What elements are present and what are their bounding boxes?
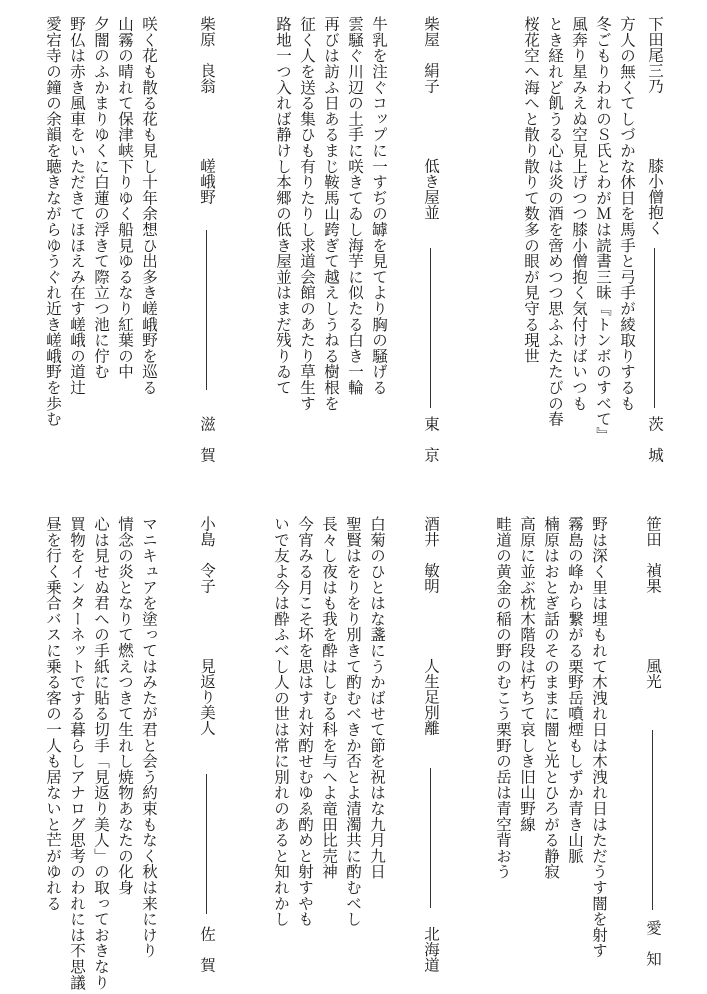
author-name: 下田尾三乃	[646, 16, 664, 94]
prefecture: 東 京	[422, 416, 440, 463]
set-header	[420, 516, 442, 991]
set-header	[420, 16, 442, 491]
tanka-line: 再びは訪ふ日あるまじ鞍馬山跨ぎて越えしうねる樹根を	[322, 16, 340, 411]
tanka-line: 長々し夜はも我を酔はしむる科を与へよ竜田比売神	[320, 516, 338, 880]
tanka-line: 桜花空へ海へと散り散りて数多の眼が見守る現世	[522, 16, 540, 364]
title-dash	[430, 248, 431, 408]
tanka-line: 雲騒ぐ川辺の土手に咲きてゐし海芋に似たる白き一輪	[346, 16, 364, 396]
tanka-line: 咲く花も散る花も見し十年余想ひ出多き嵯峨野を巡る	[140, 16, 158, 396]
tanka-line: 愛宕寺の鐘の余韻を聴きながらゆうぐれ近き嵯峨野を歩む	[44, 16, 62, 427]
set-header	[196, 516, 218, 991]
title-dash	[654, 248, 655, 408]
tanka-line: 牛乳を注ぐコップに一すぢの罅を見てより胸の騒げる	[370, 16, 388, 396]
tanka-line: 路地一つ入れば静けし本郷の低き屋並はまだ残りゐて	[274, 16, 292, 396]
tanka-line: 買物をインターネットでする暮らしアナログ思考のわれには不思議	[68, 516, 86, 990]
author-name: 酒井 敏明	[422, 516, 440, 594]
tanka-line: 楠原はおとぎ話のそのままに闇と光とひろがる静寂	[542, 516, 560, 880]
title-dash	[206, 230, 207, 390]
tanka-line: 聖賢はをりをり別きて酌むべきか否とよ清濁共に酌むべし	[344, 516, 362, 927]
tanka-line: 風奔り星みえぬ空見上げつつ膝小僧抱く気付けばいつも	[570, 16, 588, 411]
set-title: 嵯峨野	[198, 158, 216, 205]
tanka-line: 今宵みる月こそ坏を思はすれ対酌せむゆゑ酌めと射すやも	[296, 516, 314, 927]
tanka-line: 冬ごもりわれのＳ氏とわがＭは読書三昧『トンボのすべて』	[594, 16, 612, 443]
author-name: 柴原 良翁	[198, 16, 216, 94]
prefecture: 北海道	[422, 926, 440, 973]
tanka-set-shibahara	[20, 16, 220, 491]
title-dash	[206, 774, 207, 914]
tanka-line: 昼を行く乗合バスに乗る客の一人も居ないと芒がゆれる	[44, 516, 62, 911]
tanka-line: マニキュアを塗ってはみたが君と会う約束もなく秋は来にけり	[140, 516, 158, 959]
set-header	[196, 16, 218, 491]
tanka-line: 夕闇のふかまりゆくに白蓮の浮きて際立つ池に佇む	[92, 16, 110, 380]
author-name: 笹田 禎果	[644, 516, 662, 594]
tanka-line: 霧島の峰から繋がる栗野岳噴煙もしずか青き山脈	[566, 516, 584, 864]
set-title: 低き屋並	[422, 158, 440, 220]
tanka-set-kojima	[20, 516, 220, 991]
author-name: 小島 令子	[198, 516, 216, 594]
set-title: 人生足別離	[422, 658, 440, 736]
tanka-line: 畦道の黄金の稲の野のむこう栗野の岳は青空背おう	[494, 516, 512, 880]
title-dash	[430, 768, 431, 908]
tanka-line: 野仏は赤き風車をいただきてほほえみ在す嵯峨の道辻	[68, 16, 86, 396]
tanka-line: 方人の無くてしづかな休日を馬手と弓手が綾取りするも	[618, 16, 636, 411]
tanka-line: とき経れど飢うる心は炎の酒を啻めつつ思ふふたたびの春	[546, 16, 564, 427]
tanka-set-shimotao	[522, 16, 680, 491]
tanka-line: 情念の炎となりて燃えつきて生れし焼物あなたの化身	[116, 516, 134, 896]
set-header	[642, 516, 664, 991]
set-title: 膝小僧抱く	[646, 158, 664, 236]
title-dash	[652, 730, 653, 910]
tanka-line: いで友よ今は酔ふべし人の世は常に別れのあると知れかし	[272, 516, 290, 927]
tanka-line: 高原に並ぶ枕木階段は朽ちて哀しき旧山野線	[518, 516, 536, 832]
tanka-set-sasada	[470, 516, 690, 991]
prefecture: 茨 城	[646, 416, 664, 463]
set-title: 風光	[644, 658, 662, 689]
tanka-line: 白菊のひとはな盞にうかばせて節を祝はな九月九日	[368, 516, 386, 880]
prefecture: 滋 賀	[198, 416, 216, 463]
tanka-line: 野は深く里は埋もれて木洩れ日は木洩れ日はただうす闇を射す	[590, 516, 608, 959]
tanka-set-sakai	[248, 516, 448, 991]
set-title: 見返り美人	[198, 658, 216, 736]
tanka-set-shibaya	[274, 16, 460, 491]
tanka-line: 征く人を送る集ひも有りたりし求道会館のあたり草生す	[298, 16, 316, 411]
author-name: 柴屋 絹子	[422, 16, 440, 94]
tanka-line: 山霧の晴れて保津峡下りゆく船見ゆるなり紅葉の中	[116, 16, 134, 380]
prefecture: 佐 賀	[198, 926, 216, 973]
tanka-line: 心は見せぬ君への手紙に貼る切手「見返り美人」の取っておきなり	[92, 516, 110, 990]
set-header	[644, 16, 666, 491]
prefecture: 愛 知	[644, 920, 662, 967]
